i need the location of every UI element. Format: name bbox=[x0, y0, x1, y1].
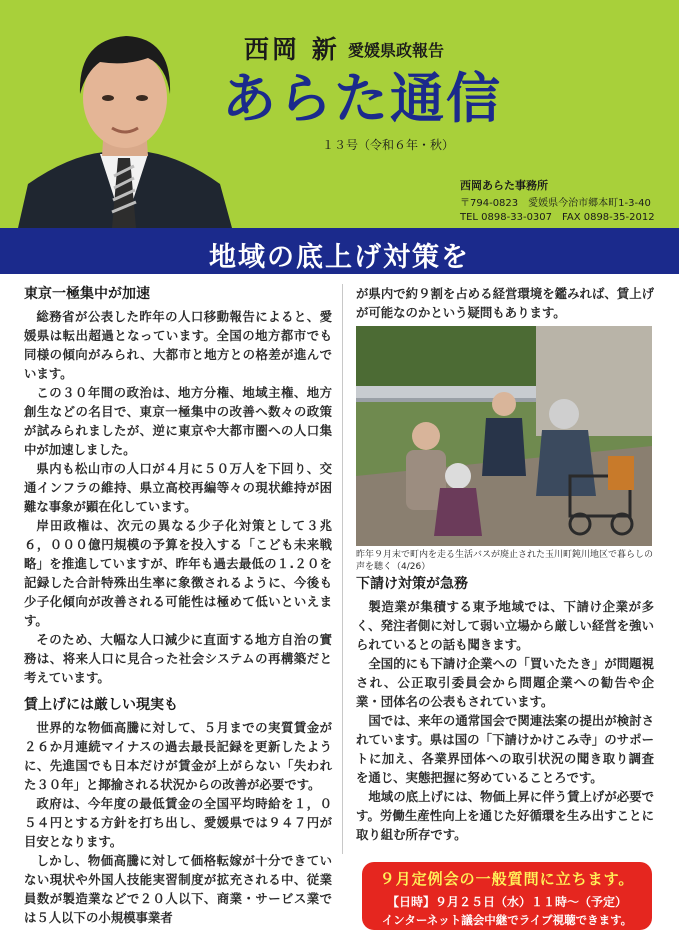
section-heading-tokyo: 東京一極集中が加速 bbox=[24, 286, 150, 302]
paragraph: 総務省が公表した昨年の人口移動報告によると、愛媛県は転出超過となっています。全国の地方都市でも同様の傾向がみられ、大都市と地方との格差が進んでいます。 bbox=[24, 309, 332, 381]
office-address: 〒794-0823 愛媛県今治市郷本町1-3-40 bbox=[460, 198, 651, 209]
right-column-bottom bbox=[356, 574, 654, 844]
paragraph: が県内で約９割を占める経営環境を鑑みれば、賃上げが可能なのかという疑問もあります。 bbox=[356, 286, 654, 320]
paragraph: 製造業が集積する東予地域では、下請け企業が多く、発注者側に対して弱い立場から厳しい経営を強いられているとの話も聞きます。 bbox=[356, 599, 654, 652]
notice-datetime: 【日時】９月２５日（水）１１時～（予定） bbox=[386, 895, 627, 909]
office-phone: TEL 0898-33-0307 FAX 0898-35-2012 bbox=[460, 212, 655, 223]
headline-text: 地域の底上げ対策を bbox=[209, 242, 470, 273]
paragraph: 全国的にも下請け企業への「買いたたき」が問題視され、公正取引委員会から問題企業への勧告や企業・団体名の公表もされています。 bbox=[356, 656, 654, 709]
report-label: 愛媛県政報告 bbox=[348, 41, 445, 60]
notice-livestream: インターネット議会中継でライブ視聴できます。 bbox=[381, 913, 633, 927]
header bbox=[0, 0, 679, 228]
notice-headline: ９月定例会の一般質問に立ちます。 bbox=[379, 870, 635, 888]
paragraph: この３０年間の政治は、地方分権、地域主権、地方創生などの名目で、東京一極集中の改善へ数々の政策が試みられましたが、逆に東京や大都市圏への人口集中が加速しました。 bbox=[24, 385, 332, 457]
office-name: 西岡あらた事務所 bbox=[460, 179, 548, 192]
left-column bbox=[24, 284, 332, 927]
author-name: 西岡 新 bbox=[244, 35, 340, 64]
newsletter-title: あらた通信 bbox=[222, 67, 502, 130]
paragraph: 岸田政権は、次元の異なる少子化対策として３兆６，０００億円規模の予算を投入する「こども未来戦略」を推進していますが、昨年も過去最低の１.２０を記録した合計特殊出生率に象徴されるように、今後も少子化傾向が改善される可能性は極めて低いといえます。 bbox=[24, 518, 332, 628]
section-heading-subcontract: 下請け対策が急務 bbox=[356, 576, 468, 592]
section-heading-wages: 賃上げには厳しい現実も bbox=[24, 697, 178, 713]
paragraph: 世界的な物価高騰に対して、５月までの実質賃金が２６か月連続マイナスの過去最長記録を更新したように、先進国でも日本だけが賃金が上がらない「失われた３０年」と揶揄される状況からの改善が必要です。 bbox=[24, 720, 332, 792]
paragraph: しかし、物価高騰に対して価格転嫁が十分できていない現状や外国人技能実習制度が拡充される中、従業員数が製造業などで２０人以下、商業・サービス業では５人以下の小規模事業者 bbox=[24, 853, 332, 925]
headline-banner bbox=[0, 228, 679, 274]
paragraph: そのため、大幅な人口減少に直面する地方自治の實務は、将来人口に見合った社会システムの再構築だと考えています。 bbox=[24, 632, 332, 685]
paragraph: 県内も松山市の人口が４月に５０万人を下回り、交通インフラの維持、県立高校再編等々の現状維持が困難な事象が顕在化しています。 bbox=[24, 461, 332, 514]
paragraph: 政府は、今年度の最低賃金の全国平均時給を１，０５４円とする方針を打ち出し、愛媛県では９４７円が目安となります。 bbox=[24, 796, 332, 849]
column-divider bbox=[342, 284, 343, 854]
right-column-top bbox=[356, 284, 654, 322]
assembly-notice-box bbox=[362, 862, 652, 930]
issue-number: １３号（令和６年・秋） bbox=[322, 138, 455, 152]
portrait-photo bbox=[8, 6, 240, 228]
paragraph: 地域の底上げには、物価上昇に伴う賃上げが必要です。労働生産性向上を通じた好循環を生み出すことに取り組む所存です。 bbox=[356, 789, 654, 842]
outdoor-meeting-photo bbox=[356, 326, 652, 546]
photo-caption: 昨年９月末で町内を走る生活バスが廃止された玉川町鈍川地区で暮らしの声を聴く（4/26） bbox=[356, 550, 654, 572]
paragraph: 国では、来年の通常国会で関連法案の提出が検討されています。県は国の「下請けかけこみ寺」のサポートに加え、各業界団体への取引状況の聞き取り調査を通じ、実態把握に努めていることろです。 bbox=[356, 713, 654, 785]
